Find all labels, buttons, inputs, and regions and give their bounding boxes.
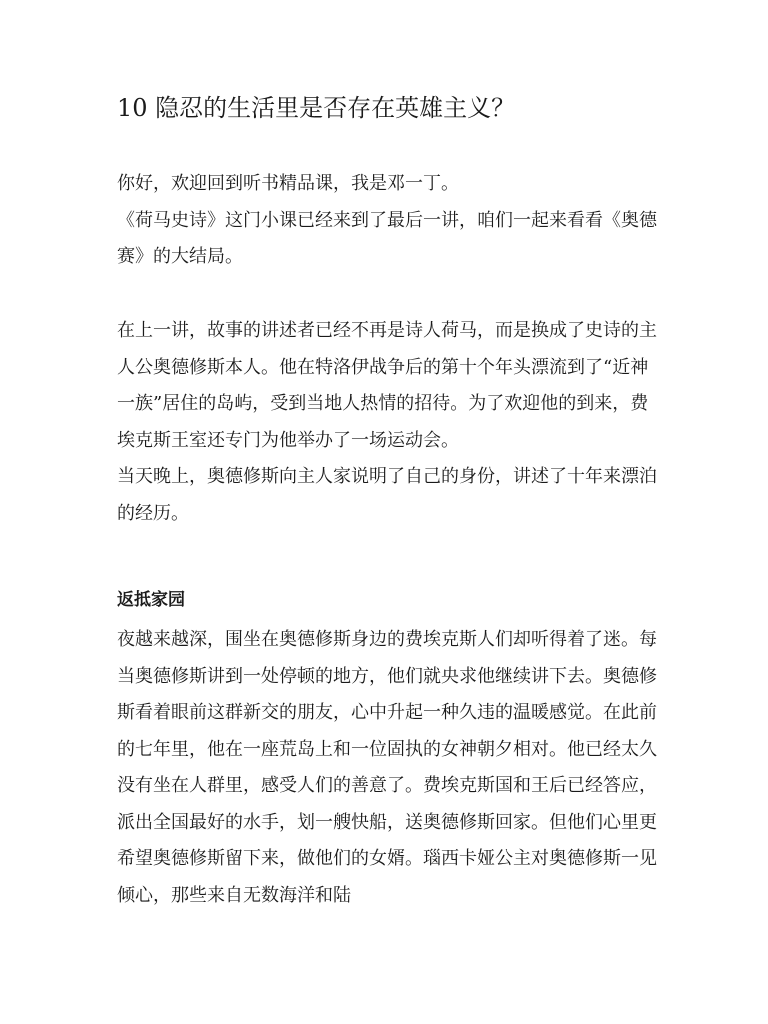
section-heading: 返抵家园 [117,590,185,610]
course-note-paragraph: 《荷马史诗》这门小课已经来到了最后一讲，咱们一起来看看《奥德赛》的大结局。 [117,209,657,267]
recap-paragraph-1: 在上一讲，故事的讲述者已经不再是诗人荷马，而是换成了史诗的主人公奥德修斯本人。他在特洛伊战争后的第十个年头漂流到了“近神一族”居住的岛屿，受到当地人热情的招待。为了欢迎他的到来，费埃克斯王室还专门为他举办了一场运动会。 [117,320,657,451]
section-paragraph-1: 夜越来越深，围坐在奥德修斯身边的费埃克斯人们却听得着了迷。每当奥德修斯讲到一处停顿的地方，他们就央求他继续讲下去。奥德修斯看着眼前这群新交的朋友，心中升起一种久违的温暖感觉。在此前的七年里，他在一座荒岛上和一位固执的女神朝夕相对。他已经太久没有坐在人群里，感受人们的善意了。费埃克斯国和王后已经答应，派出全国最好的水手，划一艘快船，送奥德修斯回家。但他们心里更希望奥德修斯留下来，做他们的女婿。瑙西卡娅公主对奥德修斯一见倾心，那些来自无数海洋和陆 [117,629,657,906]
recap-paragraph-2: 当天晚上，奥德修斯向主人家说明了自己的身份，讲述了十年来漂泊的经历。 [117,466,657,524]
recap-section [117,313,657,532]
greeting-paragraph: 你好，欢迎回到听书精品课，我是邓一丁。 [117,173,459,194]
page-title: 10 隐忍的生活里是否存在英雄主义？ [117,94,516,122]
intro-section [117,166,657,276]
homecoming-section [117,582,657,914]
